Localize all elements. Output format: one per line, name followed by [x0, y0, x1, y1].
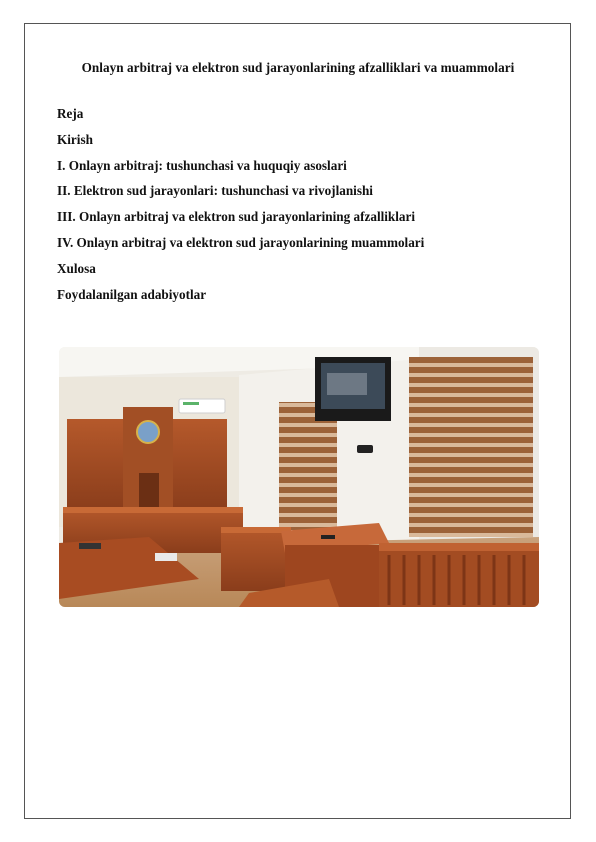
- toc-heading: Reja: [57, 106, 84, 121]
- toc-item-section-3: III. Onlayn arbitraj va elektron sud jarayonlarining afzalliklari: [57, 209, 416, 225]
- toc-item-section-2: II. Elektron sud jarayonlari: tushunchasi va rivojlanishi: [57, 183, 373, 199]
- document-title: Onlayn arbitraj va elektron sud jarayonlarining afzalliklari va muammolari: [81, 60, 515, 75]
- toc-item-references: Foydalanilgan adabiyotlar: [57, 286, 207, 302]
- table-of-contents: [57, 105, 424, 311]
- toc-item-conclusion: Xulosa: [57, 260, 96, 276]
- toc-item-section-4: IV. Onlayn arbitraj va elektron sud jarayonlarining muammolari: [57, 234, 425, 250]
- toc-item-introduction: Kirish: [57, 131, 93, 147]
- toc-item-section-1: I. Onlayn arbitraj: tushunchasi va huquqiy asoslari: [57, 157, 347, 173]
- courtroom-photo: [59, 347, 539, 607]
